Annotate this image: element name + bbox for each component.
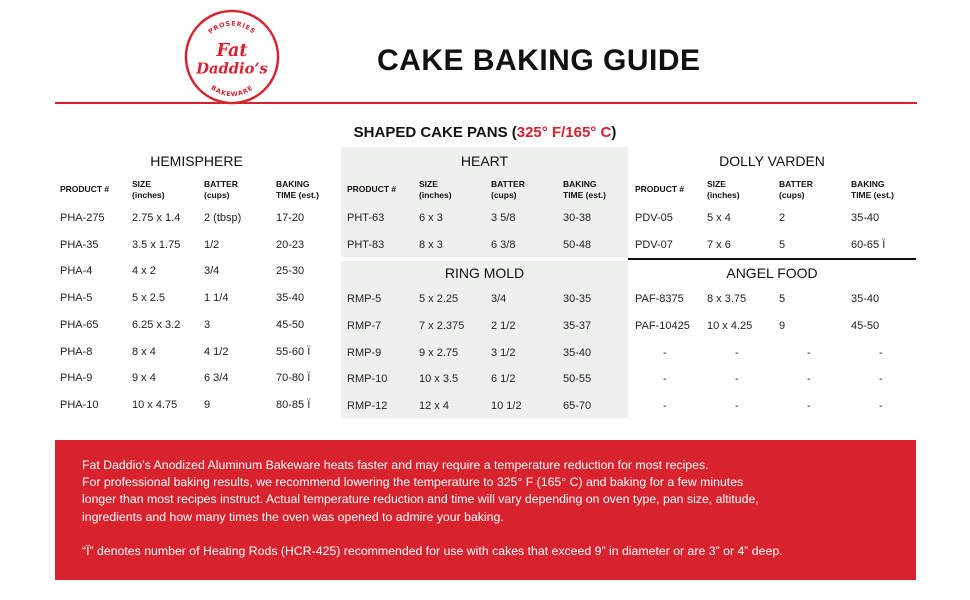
logo-name-line1: Fat bbox=[216, 40, 248, 62]
size-cell: 5 x 2.25 bbox=[419, 293, 459, 305]
size-cell: - bbox=[735, 373, 739, 386]
baking-time-cell: 35-40 bbox=[276, 292, 305, 305]
size-cell: 8 x 4 bbox=[132, 345, 156, 358]
header-batter: BATTER (cups) bbox=[491, 179, 525, 200]
size-cell: 10 x 4.75 bbox=[132, 398, 178, 411]
baking-time-cell: 70-80 Ï bbox=[276, 372, 311, 385]
baking-time-cell: 65-70 bbox=[563, 400, 592, 413]
batter-cell: 3 5/8 bbox=[491, 212, 516, 224]
logo-arc-bottom-text: BAKEWARE bbox=[209, 83, 255, 99]
batter-cell: 5 bbox=[779, 238, 786, 251]
product-cell: PHT-83 bbox=[347, 238, 385, 251]
hemisphere-title: HEMISPHERE bbox=[150, 153, 243, 169]
batter-cell: - bbox=[807, 400, 811, 413]
info-banner bbox=[55, 440, 916, 580]
size-cell: 5 x 2.5 bbox=[132, 292, 166, 305]
ring-mold-shade-block bbox=[341, 261, 628, 418]
batter-cell: 1/2 bbox=[204, 238, 220, 251]
size-cell: 4 x 2 bbox=[132, 265, 156, 278]
header-product: PRODUCT # bbox=[60, 184, 110, 194]
banner-line: For professional baking results, we recommend lowering the temperature to 325° F (165° C) and baking for a few minutes bbox=[82, 475, 744, 490]
batter-cell: 2 1/2 bbox=[491, 319, 516, 332]
subtitle-temperature: 325° F/165° C bbox=[516, 124, 612, 141]
logo-arc-top-text: PROSERIES bbox=[206, 19, 258, 36]
header-product: PRODUCT # bbox=[635, 184, 685, 194]
header-baking-time: BAKING TIME (est.) bbox=[851, 179, 894, 200]
section-subtitle bbox=[0, 124, 970, 141]
baking-time-cell: 25-30 bbox=[276, 265, 305, 278]
header-baking-time: BAKING TIME (est.) bbox=[563, 179, 606, 200]
size-cell: 12 x 4 bbox=[419, 400, 449, 413]
batter-cell: - bbox=[807, 346, 811, 359]
size-cell: 2.75 x 1.4 bbox=[132, 212, 181, 224]
product-cell: - bbox=[663, 373, 667, 386]
batter-cell: 9 bbox=[779, 319, 786, 332]
baking-time-cell: 30-38 bbox=[563, 212, 592, 224]
batter-cell: 9 bbox=[204, 398, 211, 411]
batter-cell: 3 1/2 bbox=[491, 346, 516, 359]
batter-cell: 6 3/4 bbox=[204, 372, 229, 385]
batter-cell: 6 1/2 bbox=[491, 373, 516, 386]
header-divider bbox=[55, 102, 917, 104]
batter-cell: 3/4 bbox=[204, 265, 220, 278]
size-cell: 7 x 2.375 bbox=[419, 319, 465, 332]
baking-time-cell: 35-40 bbox=[563, 346, 592, 359]
product-cell: PAF-8375 bbox=[635, 293, 684, 305]
product-cell: RMP-12 bbox=[347, 400, 388, 413]
baking-time-cell: 45-50 bbox=[276, 318, 305, 331]
banner-line: longer than most recipes instruct. Actual temperature reduction and time will vary depending on oven type, pan size, altitude, bbox=[82, 492, 759, 507]
size-cell: 9 x 4 bbox=[132, 372, 156, 385]
size-cell: 8 x 3 bbox=[419, 238, 443, 251]
product-cell: PHA-65 bbox=[60, 318, 99, 331]
batter-cell: 2 (tbsp) bbox=[204, 212, 242, 224]
product-cell: - bbox=[663, 346, 667, 359]
page-title: CAKE BAKING GUIDE bbox=[377, 44, 701, 77]
header-size: SIZE (inches) bbox=[132, 179, 165, 200]
baking-time-cell: - bbox=[879, 400, 883, 413]
banner-line: ingredients and how many times the oven was opened to admire your baking. bbox=[82, 509, 504, 524]
ring-mold-title: RING MOLD bbox=[444, 265, 525, 281]
baking-time-cell: - bbox=[879, 346, 883, 359]
header-size: SIZE (inches) bbox=[707, 179, 740, 200]
batter-cell: 10 1/2 bbox=[491, 400, 522, 413]
baking-time-cell: 60-65 Ï bbox=[851, 238, 886, 251]
size-cell: 6 x 3 bbox=[419, 212, 443, 224]
product-cell: PHA-10 bbox=[60, 398, 99, 411]
banner-footnote: “Ï” denotes number of Heating Rods (HCR-425) recommended for use with cakes that exceed 9” in diameter or are 3” or 4” deep. bbox=[82, 543, 783, 558]
baking-time-cell: 35-37 bbox=[563, 319, 592, 332]
baking-time-cell: 80-85 Ï bbox=[276, 398, 311, 411]
size-cell: 5 x 4 bbox=[707, 212, 731, 224]
baking-time-cell: 55-60 Ï bbox=[276, 345, 311, 358]
size-cell: - bbox=[735, 400, 739, 413]
size-cell: 3.5 x 1.75 bbox=[132, 238, 181, 251]
subtitle-suffix: ) bbox=[611, 124, 617, 141]
product-cell: PHT-63 bbox=[347, 212, 385, 224]
batter-cell: 6 3/8 bbox=[491, 238, 516, 251]
angel-food-title: ANGEL FOOD bbox=[726, 265, 818, 281]
size-cell: 9 x 2.75 bbox=[419, 346, 459, 359]
batter-cell: 3 bbox=[204, 318, 211, 331]
product-cell: RMP-7 bbox=[347, 319, 382, 332]
baking-time-cell: 30-35 bbox=[563, 293, 592, 305]
size-cell: 10 x 3.5 bbox=[419, 373, 459, 386]
dolly-angel-divider bbox=[628, 258, 916, 260]
header-batter: BATTER (cups) bbox=[779, 179, 813, 200]
product-cell: PHA-5 bbox=[60, 292, 93, 305]
batter-cell: 2 bbox=[779, 212, 786, 224]
product-cell: RMP-5 bbox=[347, 293, 382, 305]
baking-time-cell: 20-23 bbox=[276, 238, 305, 251]
product-cell: PHA-8 bbox=[60, 345, 93, 358]
header-baking-time: BAKING TIME (est.) bbox=[276, 179, 319, 200]
dolly-varden-title: DOLLY VARDEN bbox=[719, 153, 825, 169]
size-cell: 6.25 x 3.2 bbox=[132, 318, 181, 331]
baking-time-cell: - bbox=[879, 373, 883, 386]
baking-time-cell: 50-48 bbox=[563, 238, 592, 251]
header-batter: BATTER (cups) bbox=[204, 179, 238, 200]
logo-name-line2: Daddio’s bbox=[196, 60, 268, 78]
product-cell: RMP-10 bbox=[347, 373, 388, 386]
product-cell: PDV-05 bbox=[635, 212, 673, 224]
baking-time-cell: 35-40 bbox=[851, 293, 880, 305]
header-size: SIZE (inches) bbox=[419, 179, 452, 200]
subtitle-prefix: SHAPED CAKE PANS ( bbox=[353, 124, 517, 141]
batter-cell: - bbox=[807, 373, 811, 386]
batter-cell: 5 bbox=[779, 293, 786, 305]
baking-time-cell: 17-20 bbox=[276, 212, 305, 224]
baking-time-cell: 50-55 bbox=[563, 373, 592, 386]
batter-cell: 1 1/4 bbox=[204, 292, 229, 305]
heart-title: HEART bbox=[460, 153, 509, 169]
banner-line: Fat Daddio’s Anodized Aluminum Bakeware heats faster and may require a temperature reduction for most recipes. bbox=[82, 458, 709, 472]
size-cell: 7 x 6 bbox=[707, 238, 731, 251]
size-cell: 10 x 4.25 bbox=[707, 319, 753, 332]
product-cell: RMP-9 bbox=[347, 346, 382, 359]
product-cell: PAF-10425 bbox=[635, 319, 690, 332]
baking-time-cell: 45-50 bbox=[851, 319, 880, 332]
product-cell: PHA-35 bbox=[60, 238, 99, 251]
baking-time-cell: 35-40 bbox=[851, 212, 880, 224]
fat-daddios-logo bbox=[183, 8, 281, 106]
product-cell: PHA-4 bbox=[60, 265, 93, 278]
product-cell: PHA-275 bbox=[60, 212, 105, 224]
header-product: PRODUCT # bbox=[347, 184, 397, 194]
size-cell: - bbox=[735, 346, 739, 359]
product-cell: PDV-07 bbox=[635, 238, 673, 251]
size-cell: 8 x 3.75 bbox=[707, 293, 747, 305]
product-cell: - bbox=[663, 400, 667, 413]
product-cell: PHA-9 bbox=[60, 372, 93, 385]
batter-cell: 4 1/2 bbox=[204, 345, 229, 358]
batter-cell: 3/4 bbox=[491, 293, 507, 305]
